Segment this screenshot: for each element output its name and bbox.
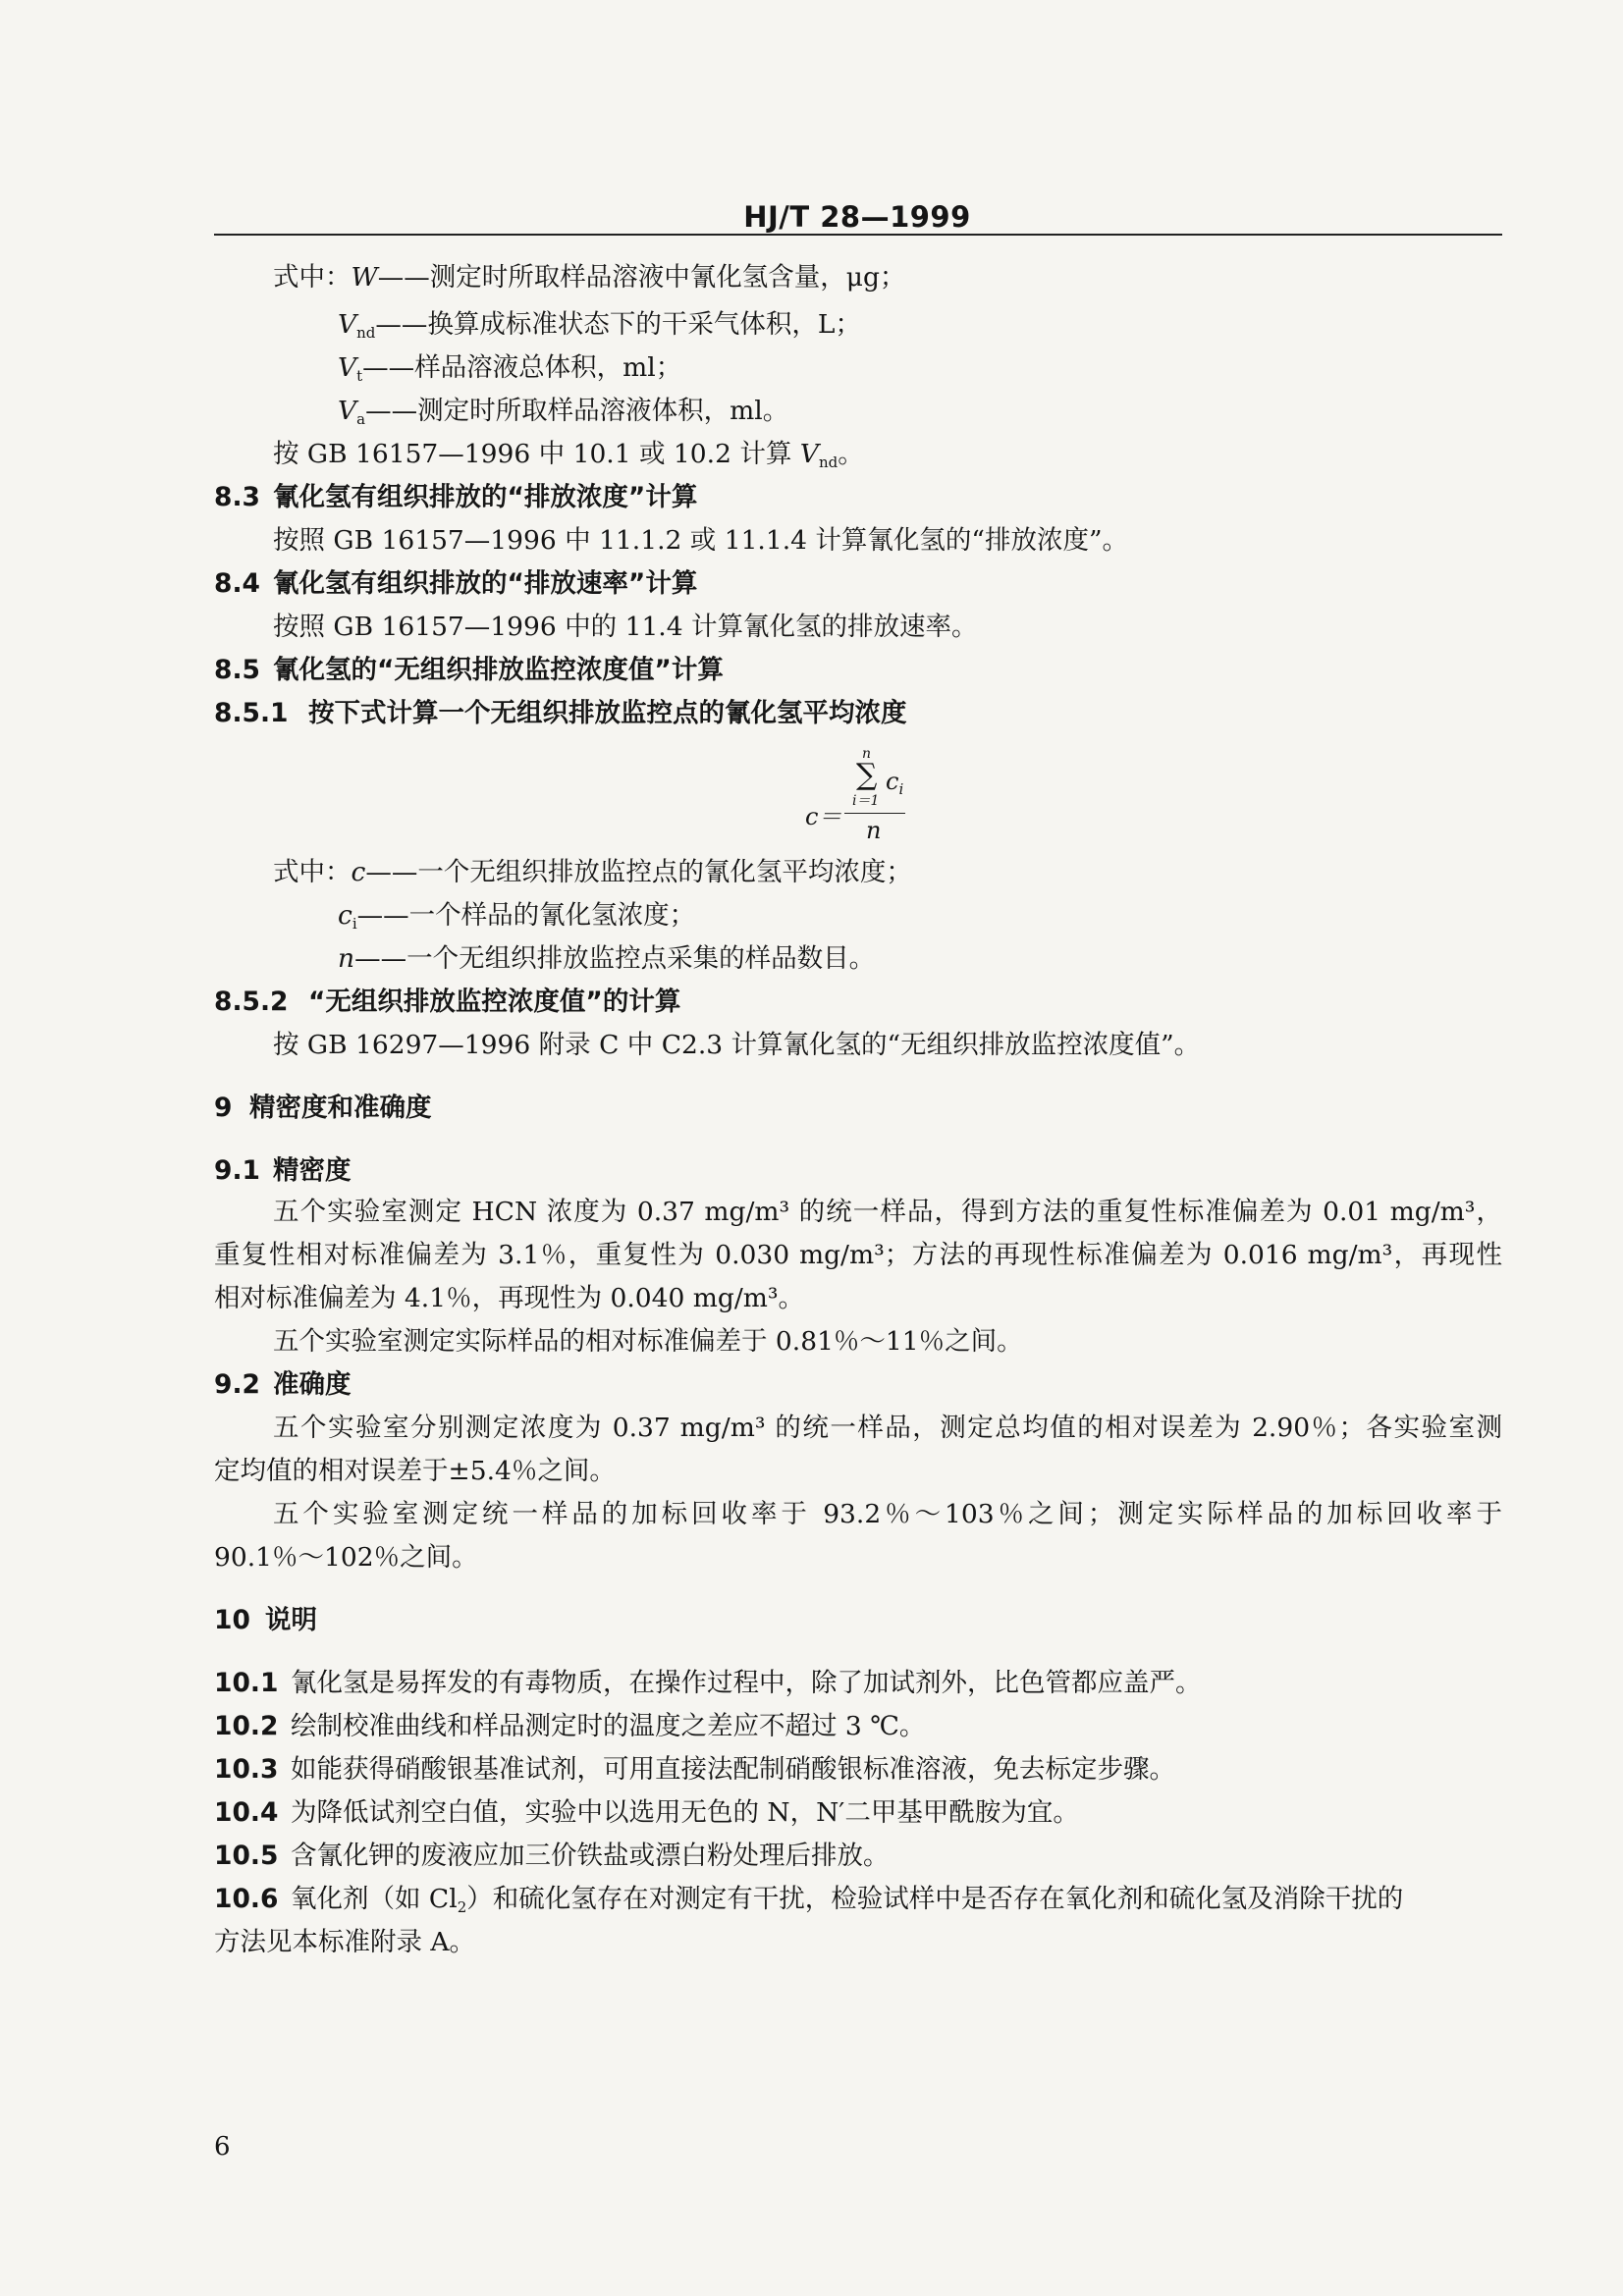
section-8-5-2-body: 按 GB 16297—1996 附录 C 中 C2.3 计算氰化氢的“无组织排放监控浓度值”。 (273, 1030, 1201, 1060)
accuracy-paragraph-2-line-2: 90.1％～102％之间。 (214, 1542, 478, 1573)
definition-va: $V_a——$测定时所取样品溶液体积，ml。 (338, 396, 789, 428)
standard-code-header: HJ/T 28—1999 (743, 200, 971, 234)
average-concentration-formula: n ∑ $c_i$ i＝1 c＝ n (805, 746, 904, 844)
definition-w: 式中：W——测定时所取样品溶液中氰化氢含量，μg； (273, 262, 906, 293)
section-9-1-heading: 9.1 精密度 (214, 1155, 352, 1186)
accuracy-paragraph-2-line-1: 五个实验室测定统一样品的加标回收率于 93.2％～103％之间；测定实际样品的加标回收率于 (273, 1499, 1502, 1529)
section-8-5-2-heading: 8.5.2 “无组织排放监控浓度值”的计算 (214, 987, 681, 1017)
section-10-heading: 10 说明 (214, 1605, 317, 1635)
definition-vt: $V_t——$样品溶液总体积，ml； (338, 352, 682, 385)
precision-paragraph-line-3: 相对标准偏差为 4.1％，再现性为 0.040 mg/m³。 (214, 1283, 805, 1313)
note-10-2: 10.2 绘制校准曲线和样品测定时的温度之差应不超过 3 ℃。 (214, 1711, 926, 1741)
vnd-calculation-note: 按 GB 16157—1996 中 10.1 或 10.2 计算 $V_{nd}$。 (273, 439, 864, 471)
precision-paragraph-2: 五个实验室测定实际样品的相对标准偏差于 0.81％～11％之间。 (273, 1326, 1023, 1357)
note-10-5: 10.5 含氰化钾的废液应加三价铁盐或漂白粉处理后排放。 (214, 1841, 890, 1871)
precision-paragraph-line-2: 重复性相对标准偏差为 3.1％，重复性为 0.030 mg/m³；方法的再现性标准偏差为 0.016 mg/m³，再现性 (214, 1240, 1502, 1270)
accuracy-paragraph-line-1: 五个实验室分别测定浓度为 0.37 mg/m³ 的统一样品，测定总均值的相对误差为 2.90％；各实验室测 (273, 1413, 1502, 1443)
note-10-4: 10.4 为降低试剂空白值，实验中以选用无色的 N，N′二甲基甲酰胺为宜。 (214, 1797, 1079, 1828)
note-10-3: 10.3 如能获得硝酸银基准试剂，可用直接法配制硝酸银标准溶液，免去标定步骤。 (214, 1754, 1175, 1785)
section-9-heading: 9 精密度和准确度 (214, 1093, 432, 1123)
section-8-5-1-heading: 8.5.1 按下式计算一个无组织排放监控点的氰化氢平均浓度 (214, 698, 907, 728)
section-8-4-body: 按照 GB 16157—1996 中的 11.4 计算氰化氢的排放速率。 (273, 612, 978, 642)
definition-n: n——一个无组织排放监控点采集的样品数目。 (338, 943, 876, 974)
section-8-4-heading: 8.4 氰化氢有组织排放的“排放速率”计算 (214, 568, 698, 599)
accuracy-paragraph-line-2: 定均值的相对误差于±5.4％之间。 (214, 1456, 616, 1486)
definition-vnd: $V_{nd}——$换算成标准状态下的干采气体积，L； (338, 309, 862, 342)
summation-sign: ∑ (856, 758, 878, 792)
note-10-6-line-2: 方法见本标准附录 A。 (214, 1927, 476, 1957)
precision-paragraph-line-1: 五个实验室测定 HCN 浓度为 0.37 mg/m³ 的统一样品，得到方法的重复性标准偏差为 0.01 mg/m³， (273, 1197, 1502, 1227)
header-rule (214, 234, 1502, 236)
section-8-3-body: 按照 GB 16157—1996 中 11.1.2 或 11.1.4 计算氰化氢的“排放浓度”。 (273, 525, 1129, 556)
section-8-5-heading: 8.5 氰化氢的“无组织排放监控浓度值”计算 (214, 655, 724, 685)
page-number: 6 (214, 2132, 231, 2162)
fraction-bar (844, 813, 905, 814)
definition-ci: $c_i——$一个样品的氰化氢浓度； (338, 900, 696, 933)
note-10-1: 10.1 氰化氢是易挥发的有毒物质，在操作过程中，除了加试剂外，比色管都应盖严。 (214, 1668, 1202, 1698)
definition-c: 式中：c——一个无组织排放监控点的氰化氢平均浓度； (273, 857, 912, 887)
section-8-3-heading: 8.3 氰化氢有组织排放的“排放浓度”计算 (214, 482, 698, 512)
section-9-2-heading: 9.2 准确度 (214, 1369, 352, 1400)
note-10-6-line-1: 10.6 氧化剂（如 $Cl_2$）和硫化氢存在对测定有干扰，检验试样中是否存在氧化剂和硫化氢及消除干扰的 (214, 1884, 1404, 1916)
